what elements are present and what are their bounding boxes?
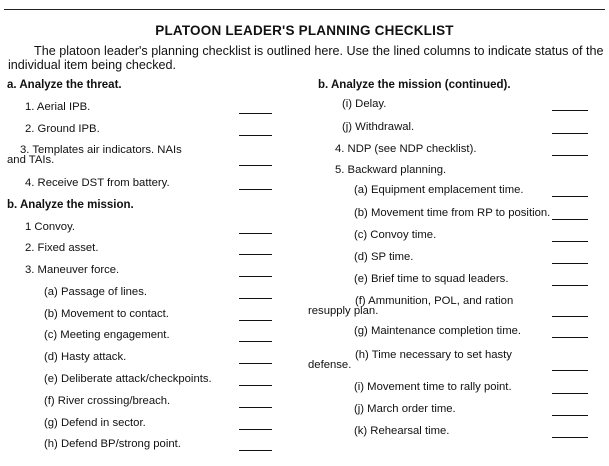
checklist-item-label: a. Analyze the threat. [7,79,122,91]
checklist-item-continuation: resupply plan. [308,305,379,317]
status-blank-line[interactable] [552,370,588,371]
status-blank-line[interactable] [552,133,588,134]
checklist-item [335,144,476,155]
section-heading [318,80,511,91]
checklist-item-label: (e) Brief time to squad leaders. [354,273,509,285]
checklist-item-label: (j) Withdrawal. [342,121,415,133]
checklist-item-label: 1 Convoy. [25,221,76,233]
status-blank-line[interactable] [552,155,588,156]
checklist-item [354,208,550,219]
checklist-item-label: (e) Deliberate attack/checkpoints. [44,373,212,385]
checklist-item [355,350,512,361]
status-blank-line[interactable] [239,233,272,234]
checklist-item [354,252,413,263]
status-blank-line[interactable] [552,241,588,242]
checklist-item-label: (f) Ammunition, POL, and ration [355,295,514,307]
checklist-item [354,326,521,337]
checklist-item-label: (a) Equipment emplacement time. [354,184,524,196]
checklist-item [354,274,508,285]
checklist-item-label: (k) Rehearsal time. [354,425,450,437]
status-blank-line[interactable] [239,298,272,299]
status-blank-line[interactable] [239,385,272,386]
checklist-item-label: (j) March order time. [354,403,456,415]
checklist-item [25,222,75,233]
status-blank-line[interactable] [239,135,272,136]
checklist-item [25,265,119,276]
checklist-item-label: (i) Movement time to rally point. [354,381,512,393]
checklist-item [44,396,170,407]
checklist-item-label: b. Analyze the mission. [7,199,134,211]
top-rule [4,9,605,10]
status-blank-line[interactable] [552,316,588,317]
checklist-item [44,418,146,429]
checklist-item-label: 4. Receive DST from battery. [25,177,170,189]
status-blank-line[interactable] [552,437,588,438]
status-blank-line[interactable] [239,450,272,451]
checklist-item [355,296,513,307]
checklist-item [342,122,414,133]
intro-paragraph [8,44,608,72]
status-blank-line[interactable] [552,393,588,394]
checklist-item-label: (d) SP time. [354,251,414,263]
checklist-item-label: (c) Convoy time. [354,229,437,241]
status-blank-line[interactable] [239,429,272,430]
checklist-item [342,99,386,110]
checklist-item [44,287,147,298]
checklist-item-label: (h) Defend BP/strong point. [44,438,181,450]
checklist-item-label: 3. Templates air indicators. NAIs [20,144,182,156]
checklist-item-label: (i) Delay. [342,98,387,110]
checklist-item-label: 4. NDP (see NDP checklist). [335,143,477,155]
status-blank-line[interactable] [239,341,272,342]
intro-text: The platoon leader's planning checklist is outlined here. Use the lined columns to indicate status of the individual item being checked. [8,44,604,72]
checklist-item-label: b. Analyze the mission (continued). [318,79,511,91]
checklist-item-label: 1. Aerial IPB. [25,101,91,113]
page-title: PLATOON LEADER'S PLANNING CHECKLIST [155,23,454,38]
checklist-item-label: 5. Backward planning. [335,164,447,176]
checklist-item-label: (d) Hasty attack. [44,351,127,363]
checklist-item [335,165,446,176]
checklist-item [354,404,456,415]
checklist-item-continuation: defense. [308,359,352,371]
status-blank-line[interactable] [239,113,272,114]
checklist-item-label: (f) River crossing/breach. [44,395,171,407]
status-blank-line[interactable] [552,110,588,111]
checklist-item [25,243,98,254]
status-blank-line[interactable] [239,276,272,277]
status-blank-line[interactable] [552,196,588,197]
checklist-item-label: (c) Meeting engagement. [44,329,170,341]
status-blank-line[interactable] [552,219,588,220]
checklist-item-label: 2. Fixed asset. [25,242,99,254]
status-blank-line[interactable] [552,263,588,264]
checklist-item [44,352,126,363]
checklist-item-label: (h) Time necessary to set hasty [355,349,512,361]
status-blank-line[interactable] [552,285,588,286]
checklist-item-label: 2. Ground IPB. [25,123,100,135]
status-blank-line[interactable] [239,407,272,408]
status-blank-line[interactable] [239,165,272,166]
checklist-item [354,382,512,393]
checklist-item-label: (b) Movement to contact. [44,308,169,320]
checklist-item [354,230,436,241]
checklist-item-label: (g) Defend in sector. [44,417,146,429]
section-heading [7,80,122,91]
checklist-item-label: (a) Passage of lines. [44,286,147,298]
section-heading [7,200,134,211]
checklist-item [25,178,170,189]
checklist-item [25,124,100,135]
checklist-item [44,309,169,320]
status-blank-line[interactable] [552,337,588,338]
checklist-item [25,102,90,113]
checklist-item [354,185,524,196]
checklist-item-continuation: and TAIs. [7,154,55,166]
status-blank-line[interactable] [239,254,272,255]
checklist-item [44,374,212,385]
checklist-item-label: (b) Movement time from RP to position. [354,207,551,219]
status-blank-line[interactable] [239,320,272,321]
status-blank-line[interactable] [239,363,272,364]
checklist-item [354,426,449,437]
checklist-item-label: 3. Maneuver force. [25,264,120,276]
checklist-item [44,439,181,450]
checklist-item [44,330,170,341]
checklist-item-label: (g) Maintenance completion time. [354,325,522,337]
status-blank-line[interactable] [552,415,588,416]
status-blank-line[interactable] [239,189,272,190]
